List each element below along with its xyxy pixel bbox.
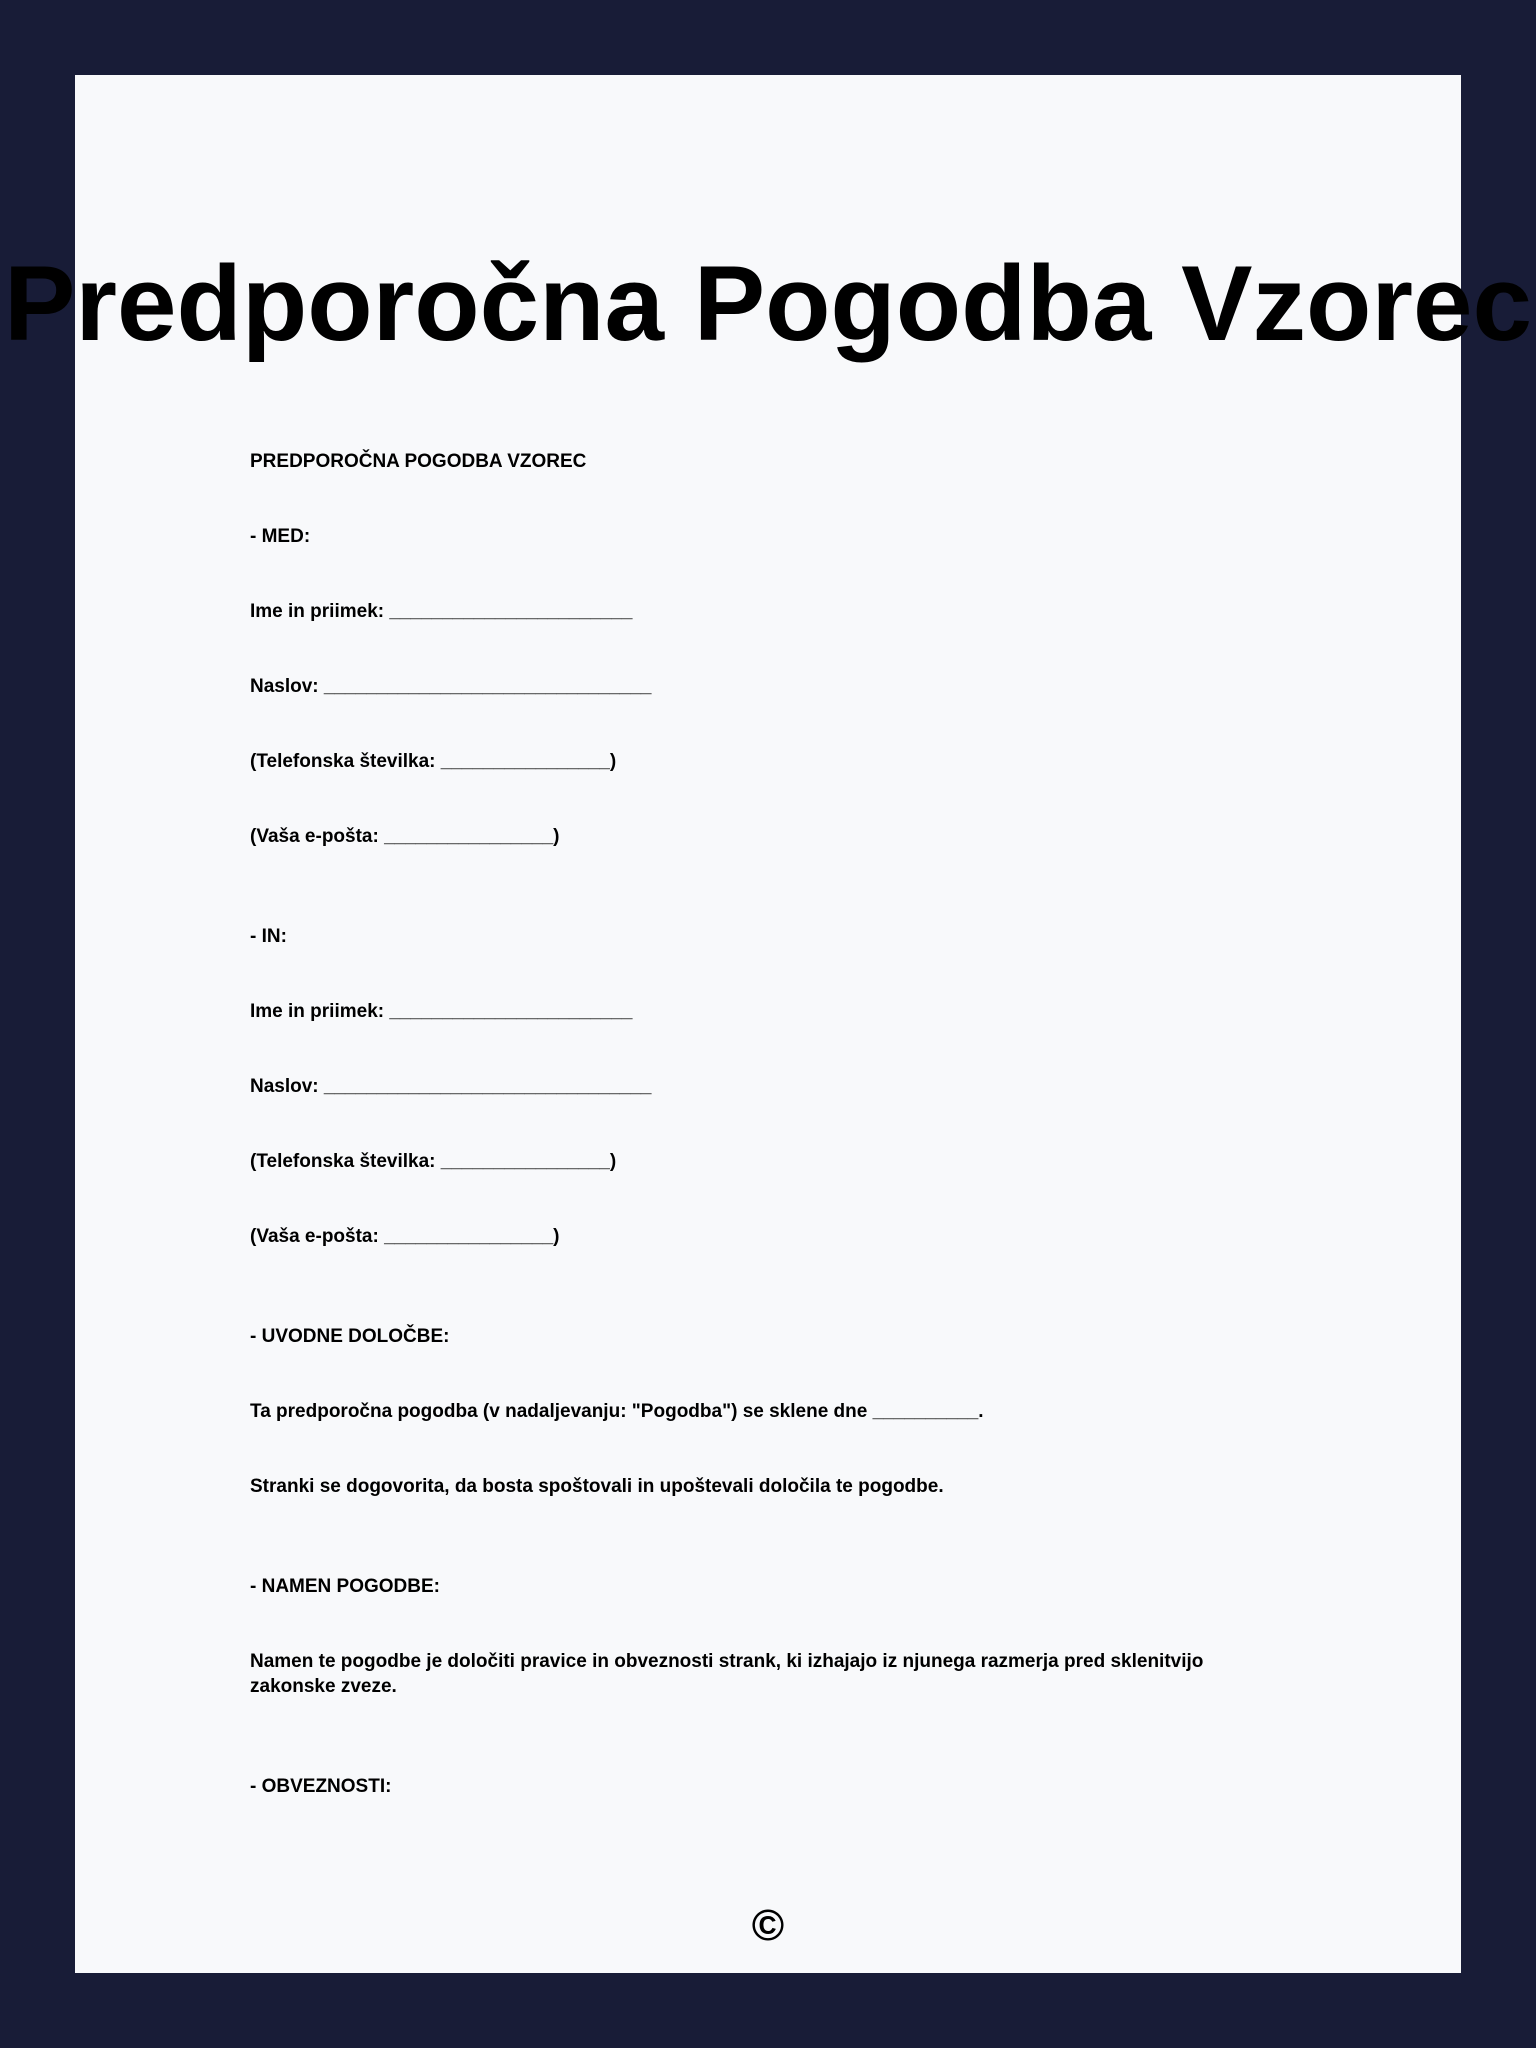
party-two-email-field: (Vaša e-pošta: ________________)	[250, 1226, 560, 1247]
party-one-email-field: (Vaša e-pošta: ________________)	[250, 826, 560, 847]
intro-sentence-one: Ta predporočna pogodba (v nadaljevanju: "Pogodba") se sklene dne __________.	[250, 1401, 984, 1422]
party-one-label: - MED:	[250, 526, 311, 547]
document-heading: PREDPOROČNA POGODBA VZOREC	[250, 451, 587, 472]
copyright-icon: ©	[751, 1901, 785, 1950]
party-one-name-field: Ime in priimek: _______________________	[250, 601, 633, 622]
page-title: Predporočna Pogodba Vzorec	[4, 243, 1532, 363]
party-one-address-field: Naslov: _______________________________	[250, 676, 652, 697]
party-two-label: - IN:	[250, 926, 287, 947]
intro-section-label: - UVODNE DOLOČBE:	[250, 1326, 450, 1347]
party-two-phone-field: (Telefonska številka: ________________)	[250, 1151, 617, 1172]
intro-sentence-two: Stranki se dogovorita, da bosta spoštovali in upoštevali določila te pogodbe.	[250, 1476, 944, 1497]
obligations-section-label: - OBVEZNOSTI:	[250, 1776, 392, 1797]
party-two-address-field: Naslov: _______________________________	[250, 1076, 652, 1097]
party-one-phone-field: (Telefonska številka: ________________)	[250, 751, 617, 772]
purpose-paragraph: Namen te pogodbe je določiti pravice in obveznosti strank, ki izhajajo iz njunega razmerja pred sklenitvijo zakonske zveze.	[250, 1651, 1204, 1697]
party-two-name-field: Ime in priimek: _______________________	[250, 1001, 633, 1022]
purpose-section-label: - NAMEN POGODBE:	[250, 1576, 440, 1597]
